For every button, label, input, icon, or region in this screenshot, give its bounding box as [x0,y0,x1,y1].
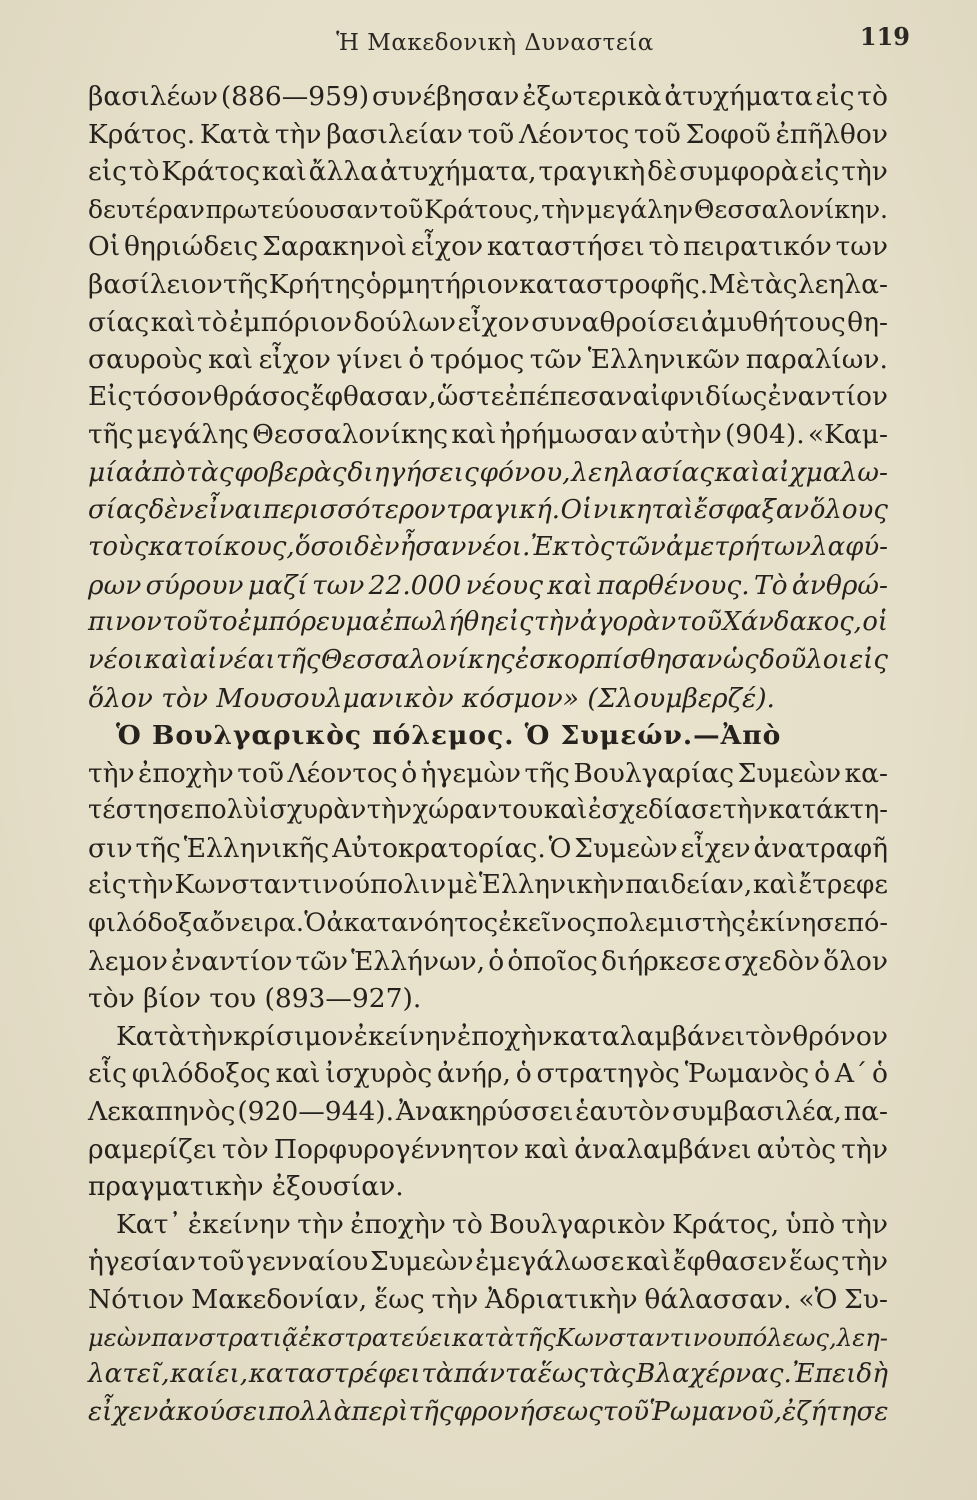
quote-line: ὅλον τὸν Μουσουλμανικὸν κόσμον» (Σλουμβερζέ). [88,682,775,714]
quote-line: τοὺς κατοίκους, ὅσοι δὲν ἦσαν νέοι. Ἐκτὸς τῶν ἀμετρήτων λαφύ- [88,532,888,563]
text-line: εἰς τὸ Κράτος καὶ ἄλλα ἀτυχήματα, τραγικὴ δὲ συμφορὰ εἰς τὴν [88,156,888,188]
text-line: Λεκαπηνὸς (920—944). Ἀνακηρύσσει ἑαυτὸν συμβασιλέα, πα- [88,1096,888,1128]
text-line: ραμερίζει τὸν Πορφυρογέννητον καὶ ἀναλαμβάνει αὐτὸς τὴν [88,1133,888,1165]
section-heading: Ὁ Βουλγαρικὸς πόλεμος. Ὁ Συμεών.—Ἀπὸ [116,720,782,752]
text-line: τὴν ἐποχὴν τοῦ Λέοντος ὁ ἡγεμὼν τῆς Βουλγαρίας Συμεὼν κα- [88,757,888,789]
text-line: σιν τῆς Ἑλληνικῆς Αὐτοκρατορίας. Ὁ Συμεὼν εἶχεν ἀνατραφῆ [88,832,888,864]
text-line: σαυροὺς καὶ εἶχον γίνει ὁ τρόμος τῶν Ἑλληνικῶν παραλίων. [88,344,888,376]
quote-line: ρων σύρουν μαζί των 22.000 νέους καὶ παρθένους. Τὸ ἀνθρώ- [88,569,888,601]
text-line: Νότιον Μακεδονίαν, ἕως τὴν Ἀδριατικὴν θάλασσαν. «Ὁ Συ- [88,1284,888,1315]
text-line: εἷς φιλόδοξος καὶ ἰσχυρὸς ἀνήρ, ὁ στρατηγὸς Ῥωμανὸς ὁ Α΄ ὁ [88,1058,888,1090]
text-line: ἡγεσίαν τοῦ γενναίου Συμεὼν ἐμεγάλωσε καὶ ἔφθασεν ἕως τὴν [88,1246,888,1278]
text-line: Κράτος. Κατὰ τὴν βασιλείαν τοῦ Λέοντος τοῦ Σοφοῦ ἐπῆλθον [88,118,888,150]
text-line: τῆς μεγάλης Θεσσαλονίκης καὶ ἠρήμωσαν αὐτὴν (904). «Καμ- [88,419,888,451]
quote-line: νέοι καὶ αἱ νέαι τῆς Θεσσαλονίκης ἐσκορπίσθησαν ὡς δοῦλοι εἰς [88,644,888,675]
quote-line: μεὼν πανστρατιᾷ ἐκστρατεύει κατὰ τῆς Κωνσταντινουπόλεως, λεη- [88,1322,888,1352]
text-line: σίας καὶ τὸ ἐμπόριον δούλων εἶχον συναθροίσει ἀμυθήτους θη- [88,306,888,338]
text-line: εἰς τὴν Κωνσταντινούπολιν μὲ Ἑλληνικὴν παιδείαν, καὶ ἔτρεφε [88,870,888,901]
text-line: πραγματικὴν ἐξουσίαν. [88,1171,404,1203]
text-line: Κατὰ τὴν κρίσιμον ἐκείνην ἐποχὴν καταλαμβάνει τὸν θρόνον [116,1020,888,1052]
text-line: φιλόδοξα ὄνειρα. Ὁ ἀκατανόητος ἐκεῖνος πολεμιστὴς ἐκίνησε πό- [88,908,888,939]
text-line: Εἰς τόσον θράσος ἔφθασαν, ὥστε ἐπέπεσαν αἰφνιδίως ἐναντίον [88,381,888,412]
quote-line: πινον τοῦτο ἐμπόρευμα ἐπωλήθη εἰς τὴν ἀγορὰν τοῦ Χάνδακος, οἱ [88,607,888,638]
quote-line: λατεῖ, καίει, καταστρέφει τὰ πάντα ἕως τὰς Βλαχέρνας. Ἐπειδὴ [88,1359,888,1390]
text-line: Κατ᾿ ἐκείνην τὴν ἐποχὴν τὸ Βουλγαρικὸν Κράτος, ὑπὸ τὴν [116,1208,888,1240]
quote-line: σίας δὲν εἶναι περισσότερον τραγική. Οἱ νικηταὶ ἔσφαξαν ὅλους [88,494,888,525]
quote-line: εἶχεν ἀκούσει πολλὰ περὶ τῆς φρονήσεως τοῦ Ῥωμανοῦ, ἐζήτησε [88,1396,889,1427]
running-head: Ἡ Μακεδονικὴ Δυναστεία [336,30,654,56]
text-line: δευτέραν πρωτεύουσαν τοῦ Κράτους, τὴν μεγάλην Θεσσαλονίκην. [88,194,888,224]
text-line: βασίλειον τῆς Κρήτης ὁρμητήριον καταστροφῆς. Μὲ τὰς λεηλα- [88,268,888,300]
page-number: 119 [859,22,910,51]
text-line: Οἱ θηριώδεις Σαρακηνοὶ εἶχον καταστήσει τὸ πειρατικόν των [88,231,888,263]
text-line: τέστησε πολὺ ἰσχυρὰν τὴν χώραν του καὶ ἐσχεδίασε τὴν κατάκτη- [88,795,888,826]
text-line: λεμον ἐναντίον τῶν Ἑλλήνων, ὁ ὁποῖος διήρκεσε σχεδὸν ὅλον [88,945,888,977]
quote-line: μία ἀπὸ τὰς φοβερὰς διηγήσεις φόνου, λεηλασίας καὶ αἰχμαλω- [88,456,888,488]
body-text [88,78,888,1431]
page-header [90,22,910,62]
text-line: τὸν βίον του (893—927). [88,983,422,1015]
text-line: βασιλέων (886—959) συνέβησαν ἐξωτερικὰ ἀτυχήματα εἰς τὸ [88,81,888,112]
